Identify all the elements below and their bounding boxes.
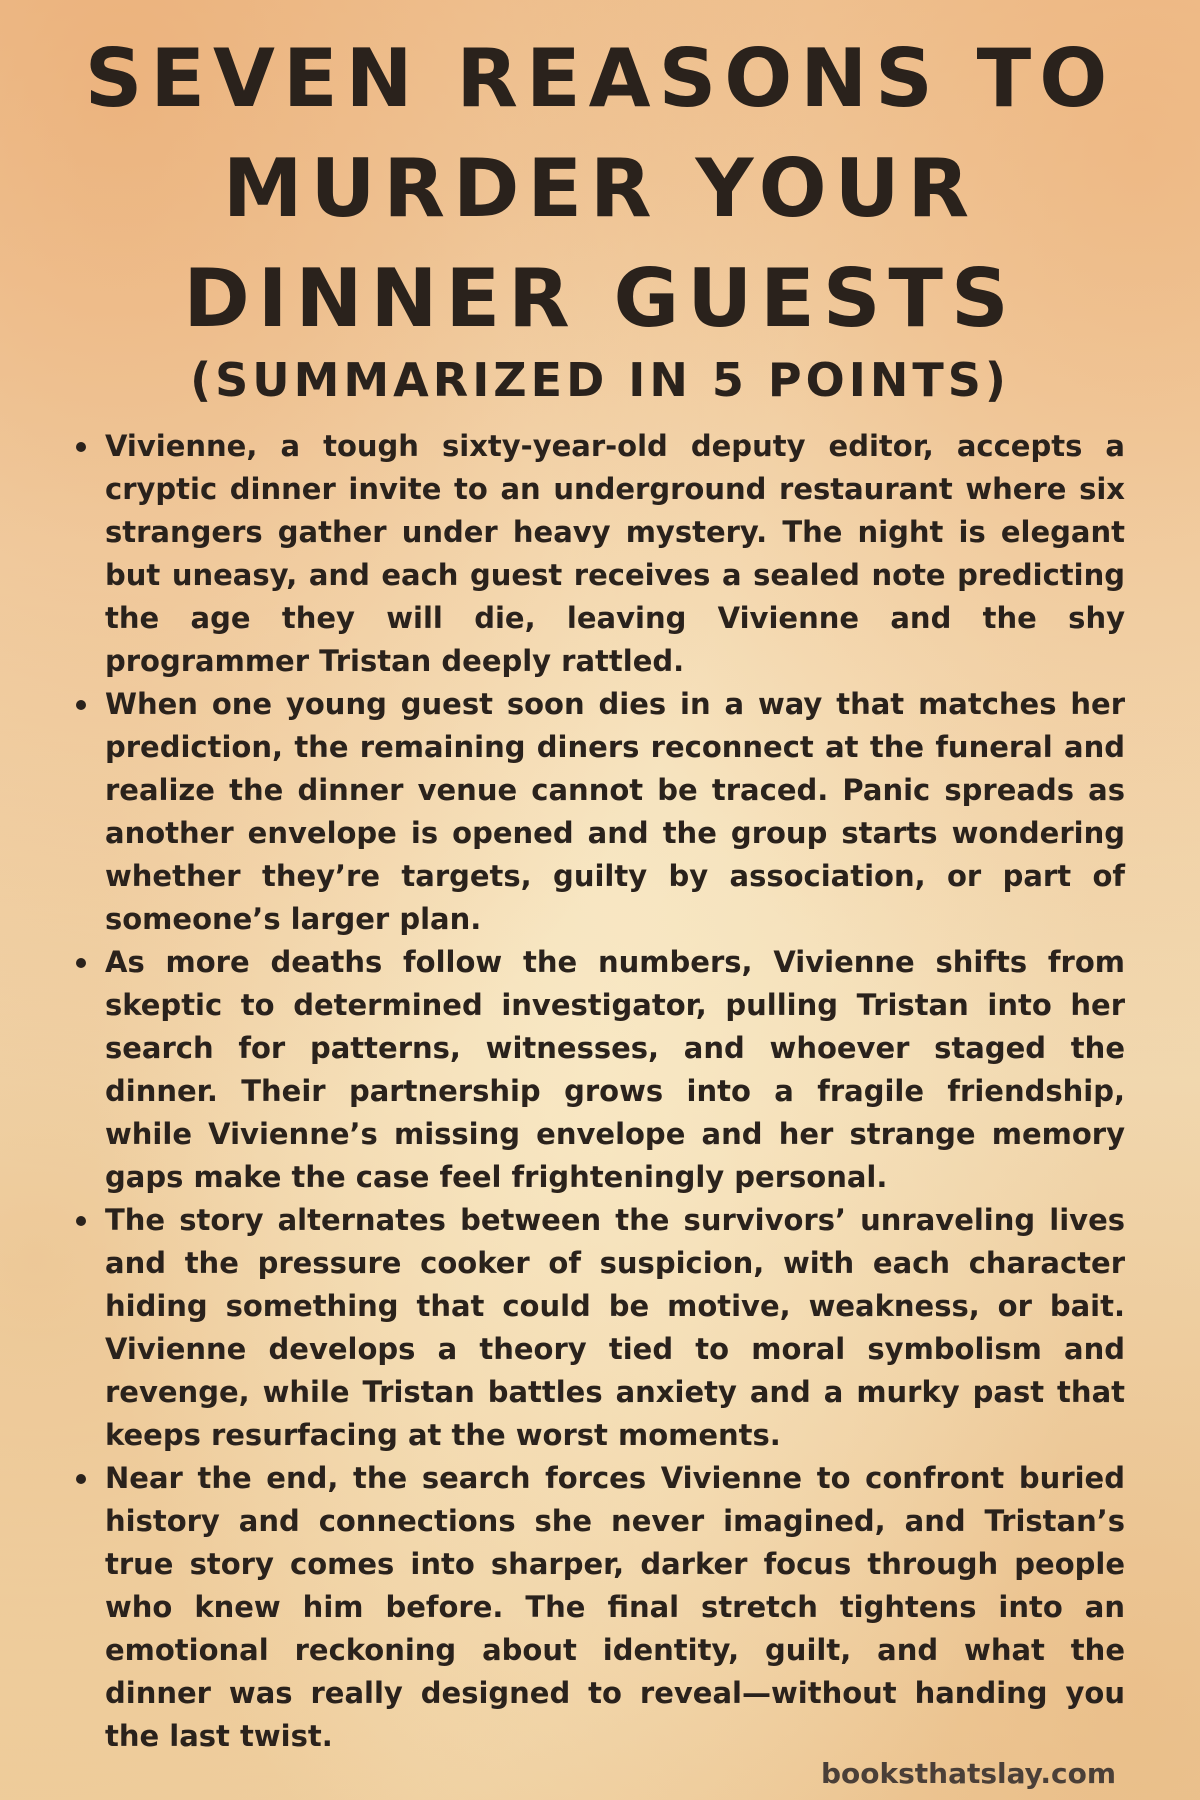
summary-point-2 [72,683,1125,941]
summary-point-5 [72,1457,1125,1758]
bullet-icon [76,1474,86,1484]
summary-point-text: The story alternates between the survivors’ unraveling lives and the pressure cooker of suspicion, with each character hiding something that could be motive, weakness, or bait. Vivienne develops a theory tied to moral symbolism and revenge, while Tristan battles anxiety and a murky past that keeps resurfacing at the worst moments. [105,1203,1125,1452]
bullet-icon [76,958,86,968]
bullet-icon [76,1216,86,1226]
summary-points-list [72,425,1125,1758]
bullet-icon [76,700,86,710]
source-watermark: booksthatslay.com [820,1757,1116,1790]
summary-point-text: As more deaths follow the numbers, Vivienne shifts from skeptic to determined investigator, pulling Tristan into her search for patterns, witnesses, and whoever staged the dinner. Their partnership grows into a fragile friendship, while Vivienne’s missing envelope and her strange memory gaps make the case feel frighteningly personal. [105,945,1125,1194]
page-subtitle: (SUMMARIZED IN 5 POINTS) [190,353,1010,407]
bullet-icon [76,442,86,452]
summary-point-text: When one young guest soon dies in a way that matches her prediction, the remaining diners reconnect at the funeral and realize the dinner venue cannot be traced. Panic spreads as another envelope is opened and the group starts wondering whether they’re targets, guilty by association, or part of someone’s larger plan. [105,687,1125,936]
summary-point-text: Vivienne, a tough sixty-year-old deputy editor, accepts a cryptic dinner invite to an underground restaurant where six strangers gather under heavy mystery. The night is elegant but uneasy, and each guest receives a sealed note predicting the age they will die, leaving Vivienne and the shy programmer Tristan deeply rattled. [105,429,1125,678]
summary-point-text: Near the end, the search forces Vivienne to confront buried history and connections she never imagined, and Tristan’s true story comes into sharper, darker focus through people who knew him before. The final stretch tightens into an emotional reckoning about identity, guilt, and what the dinner was really designed to reveal—without handing you the last twist. [105,1461,1125,1753]
summary-point-3 [72,941,1125,1199]
summary-point-4 [72,1199,1125,1457]
page-title: SEVEN REASONS TO MURDER YOUR DINNER GUESTS [84,32,1116,345]
summary-point-1 [72,425,1125,683]
